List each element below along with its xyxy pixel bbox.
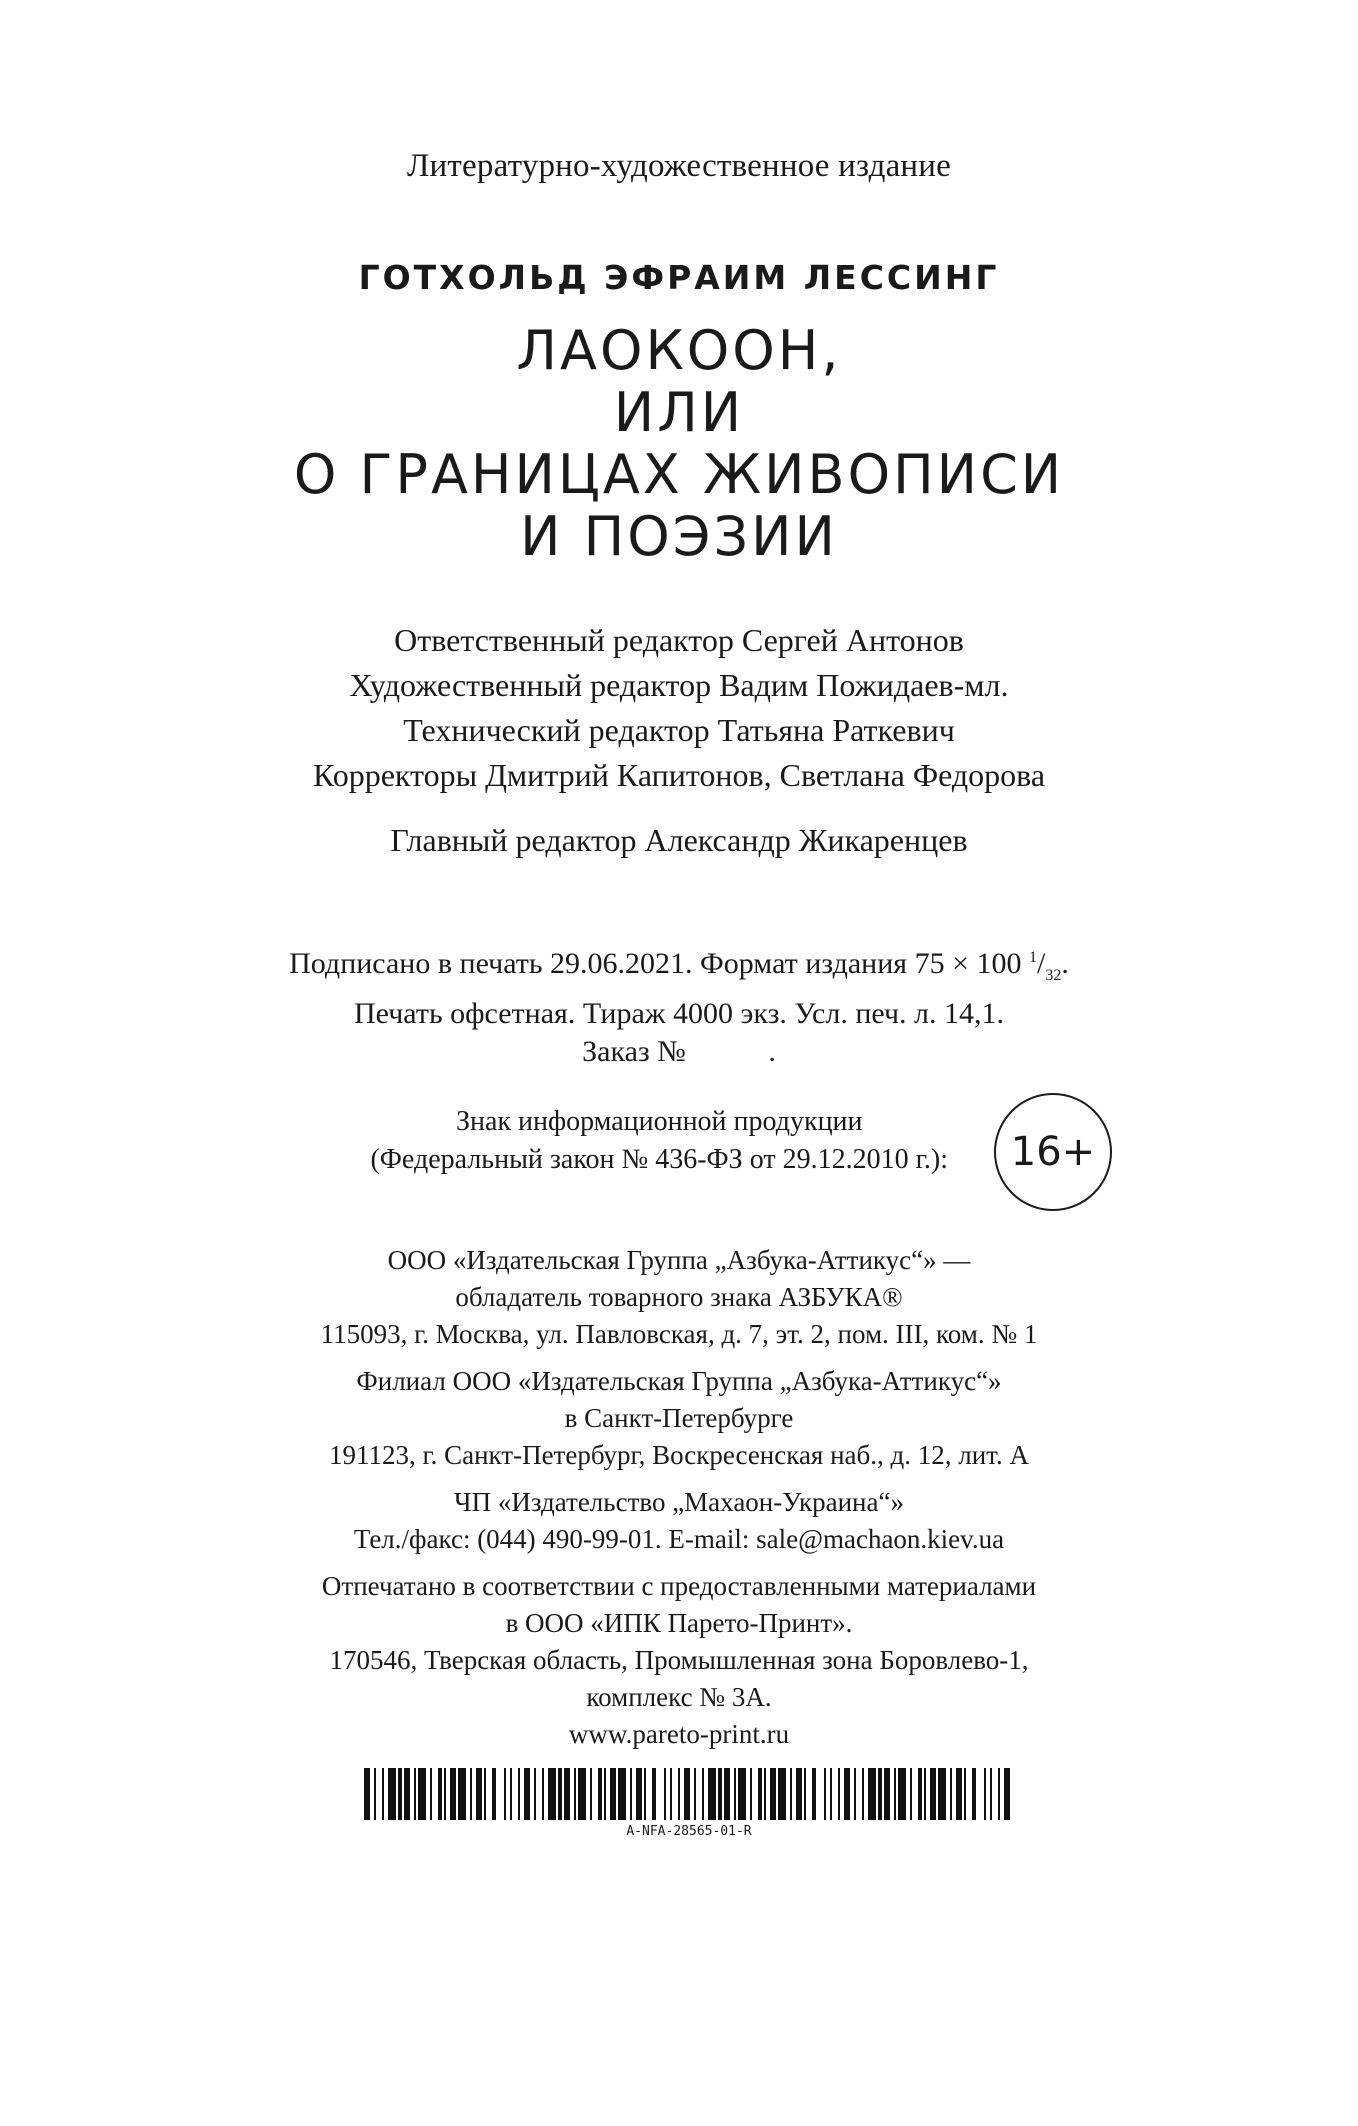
title-line-2: ИЛИ [613,381,745,444]
spacer [0,1558,1358,1568]
print-info-line-1: Подписано в печать 29.06.2021. Формат издания 75 × 100 $^1/_{32}$. [289,947,1069,984]
spacer [0,1353,1358,1363]
info-sign-text [370,1103,948,1179]
barcode-bars [364,1768,1014,1820]
print-info-line-2: Печать офсетная. Тираж 4000 экз. Усл. печ. л. 14,1. [353,997,1005,1030]
publisher-line: 170546, Тверская область, Промышленная зона Боровлево-1, [329,1645,1029,1675]
publisher-line: Отпечатано в соответствии с предоставленными материалами [321,1571,1037,1601]
publisher-line: Тел./факс: (044) 490-99-01. E-mail: sale@machaon.kiev.ua [353,1524,1005,1554]
publisher-info [0,1242,1358,1753]
title-line-1: ЛАОКООН, [516,319,842,382]
publisher-line: www.pareto-print.ru [568,1719,790,1749]
staff-line-proofreaders: Корректоры Дмитрий Капитонов, Светлана Федорова [312,757,1046,793]
publisher-line: 191123, г. Санкт-Петербург, Воскресенская наб., д. 12, лит. А [329,1440,1029,1470]
publisher-line: в Санкт-Петербурге [564,1403,794,1433]
publisher-line: комплекс № 3А. [586,1682,772,1712]
author-name: ГОТХОЛЬД ЭФРАИМ ЛЕССИНГ [358,258,1000,297]
editorial-staff [0,618,1358,798]
barcode [364,1768,1014,1848]
publisher-line: ООО «Издательская Группа „Азбука-Аттикус“» — [387,1245,971,1275]
title-line-3: О ГРАНИЦАХ ЖИВОПИСИ [293,443,1065,506]
staff-line-technical-editor: Технический редактор Татьяна Раткевич [403,712,955,748]
info-sign-line-1: Знак информационной продукции [455,1106,863,1137]
print-info-line-3: Заказ № . [582,1035,776,1068]
title-line-4: И ПОЭЗИИ [520,505,838,568]
print-format-end: . [1061,947,1069,980]
info-sign-line-2: (Федеральный закон № 436-ФЗ от 29.12.2010 г.): [370,1144,948,1175]
print-info [0,939,1358,1071]
staff-line-responsible-editor: Ответственный редактор Сергей Антонов [394,622,964,658]
publisher-line: 115093, г. Москва, ул. Павловская, д. 7, эт. 2, пом. III, ком. № 1 [320,1319,1038,1349]
age-rating-badge: 16+ [994,1093,1112,1211]
fraction-numerator: 1 [1029,949,1038,966]
publisher-line: ЧП «Издательство „Махаон-Украина“» [454,1487,904,1517]
info-sign-row [0,1093,1358,1213]
publisher-line: в ООО «ИПК Парето-Принт». [505,1608,853,1638]
spacer [0,1474,1358,1484]
publisher-line: Филиал ООО «Издательская Группа „Азбука-Аттикус“» [356,1366,1002,1396]
genre-label: Литературно-художественное издание [406,148,952,184]
book-title [0,320,1358,568]
print-format-text: Подписано в печать 29.06.2021. Формат издания 75 × 100 [289,947,1030,980]
chief-editor: Главный редактор Александр Жикаренцев [390,822,968,858]
publisher-line: обладатель товарного знака АЗБУКА® [455,1282,903,1312]
barcode-label: A-NFA-28565-01-R [626,1824,752,1839]
fraction-denominator: 32 [1045,967,1062,984]
staff-line-art-editor: Художественный редактор Вадим Пожидаев-мл. [349,667,1009,703]
